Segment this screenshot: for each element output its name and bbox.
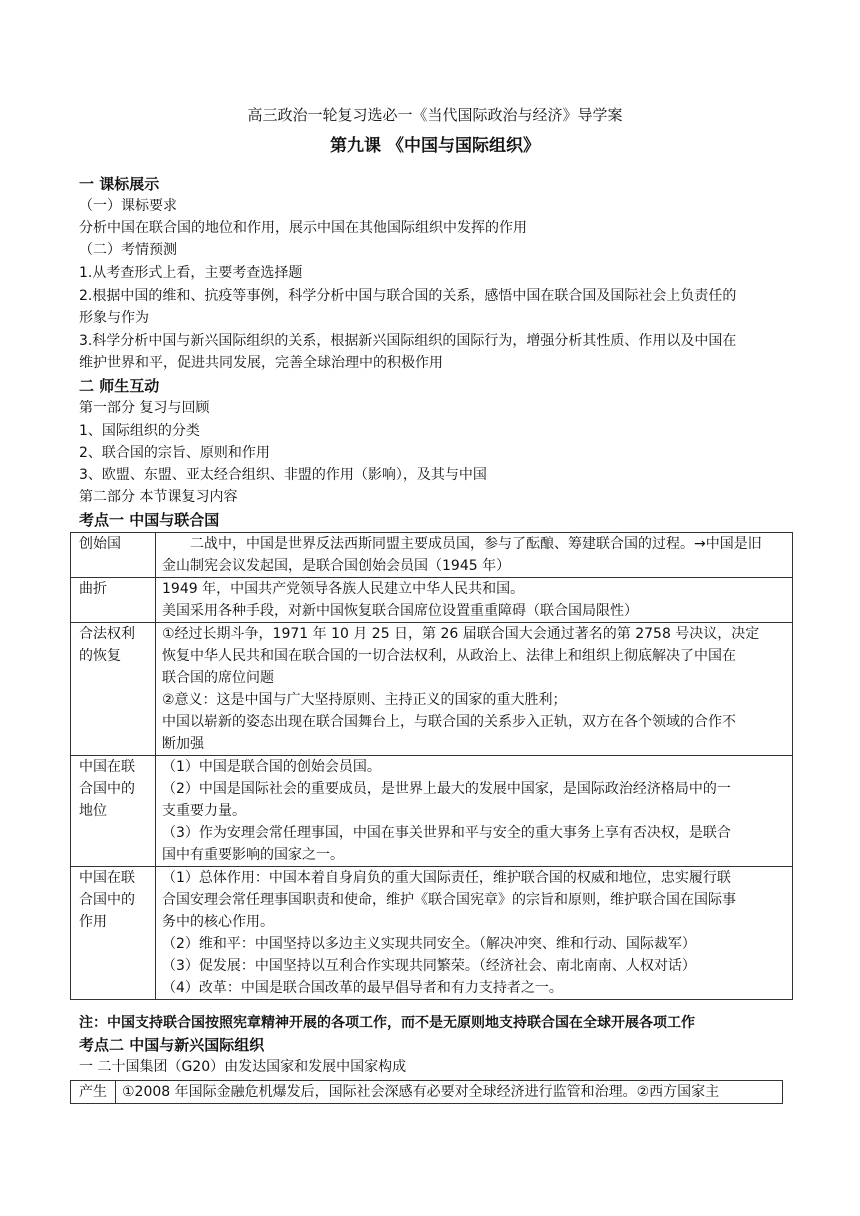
section-heading-curriculum: 一 课标展示 [79, 175, 160, 193]
section-heading-interaction: 二 师生互动 [79, 377, 160, 395]
row-label: 中国在联 合国中的 地位 [71, 756, 156, 867]
table-row [71, 533, 793, 578]
table-row [71, 867, 793, 1000]
part-2-heading: 第二部分 本节课复习内容 [79, 489, 238, 505]
row-label: 产生 [71, 1081, 116, 1104]
forecast-item-2-line2: 形象与作为 [79, 310, 149, 326]
row-content: 二战中，中国是世界反法西斯同盟主要成员国，参与了酝酿、筹建联合国的过程。→中国是旧 金山制宪会议发起国，是联合国创始会员国（1945 年） [156, 533, 793, 578]
forecast-item-3-line2: 维护世界和平，促进共同发展，完善全球治理中的积极作用 [79, 355, 443, 371]
row-label: 曲折 [71, 578, 156, 623]
table-row [71, 1081, 783, 1104]
table-row [71, 623, 793, 756]
review-item-3: 3、欧盟、东盟、亚太经合组织、非盟的作用（影响），及其与中国 [79, 467, 487, 483]
review-item-1: 1、国际组织的分类 [79, 423, 200, 439]
row-label: 中国在联 合国中的 作用 [71, 867, 156, 1000]
part-1-heading: 第一部分 复习与回顾 [79, 400, 210, 416]
forecast-item-1: 1.从考查形式上看，主要考查选择题 [79, 265, 303, 281]
row-content: （1）中国是联合国的创始会员国。 （2）中国是国际社会的重要成员，是世界上最大的发展中国家，是国际政治经济格局中的一 支重要力量。 （3）作为安理会常任理事国，中国在事关世界和平与安全的重大事务上享有否决权，是联合 国中有重要影响的国家之一。 [156, 756, 793, 867]
g20-table [70, 1080, 783, 1104]
subheading-forecast: （二）考情预测 [79, 242, 177, 258]
table-row [71, 756, 793, 867]
review-item-2: 2、联合国的宗旨、原则和作用 [79, 445, 270, 461]
row-content: （1）总体作用：中国本着自身肩负的重大国际责任，维护联合国的权威和地位，忠实履行联 合国安理会常任理事国职责和使命，维护《联合国宪章》的宗旨和原则，维护联合国在国际事 务中的核心作用。 （2）维和平：中国坚持以多边主义实现共同安全。（解决冲突、维和行动、国际裁军） （3）促发展：中国坚持以互利合作实现共同繁荣。（经济社会、南北南南、人权对话） （4）改革：中国是联合国改革的最早倡导者和有力支持者之一。 [156, 867, 793, 1000]
row-content: ①经过长期斗争，1971 年 10 月 25 日，第 26 届联合国大会通过著名的第 2758 号决议，决定 恢复中华人民共和国在联合国的一切合法权利，从政治上、法律上和组织上彻底解决了中国在 联合国的席位问题 ②意义：这是中国与广大坚持原则、主持正义的国家的重大胜利； 中国以崭新的姿态出现在联合国舞台上，与联合国的关系步入正轨，双方在各个领域的合作不 断加强 [156, 623, 793, 756]
topic-2-heading: 考点二 中国与新兴国际组织 [79, 1036, 265, 1054]
row-content: 1949 年，中国共产党领导各族人民建立中华人民共和国。 美国采用各种手段，对新中国恢复联合国席位设置重重障碍（联合国局限性） [156, 578, 793, 623]
row-label: 合法权利 的恢复 [71, 623, 156, 756]
forecast-item-2-line1: 2.根据中国的维和、抗疫等事例，科学分析中国与联合国的关系，感悟中国在联合国及国际社会上负责任的 [79, 288, 737, 304]
row-label: 创始国 [71, 533, 156, 578]
subheading-requirements: （一）课标要求 [79, 198, 177, 214]
note-text: 注：中国支持联合国按照宪章精神开展的各项工作，而不是无原则地支持联合国在全球开展各项工作 [79, 1015, 695, 1031]
requirement-text: 分析中国在联合国的地位和作用，展示中国在其他国际组织中发挥的作用 [79, 220, 527, 236]
row-content: ①2008 年国际金融危机爆发后，国际社会深感有必要对全球经济进行监管和治理。②西方国家主 [116, 1081, 783, 1104]
g20-intro: 一 二十国集团（G20）由发达国家和发展中国家构成 [79, 1059, 407, 1075]
lesson-title: 第九课 《中国与国际组织》 [330, 136, 540, 156]
document-subtitle: 高三政治一轮复习选必一《当代国际政治与经济》导学案 [247, 106, 623, 124]
un-table [70, 532, 793, 1000]
topic-1-heading: 考点一 中国与联合国 [79, 511, 220, 529]
table-row [71, 578, 793, 623]
forecast-item-3-line1: 3.科学分析中国与新兴国际组织的关系，根据新兴国际组织的国际行为，增强分析其性质、作用以及中国在 [79, 333, 737, 349]
